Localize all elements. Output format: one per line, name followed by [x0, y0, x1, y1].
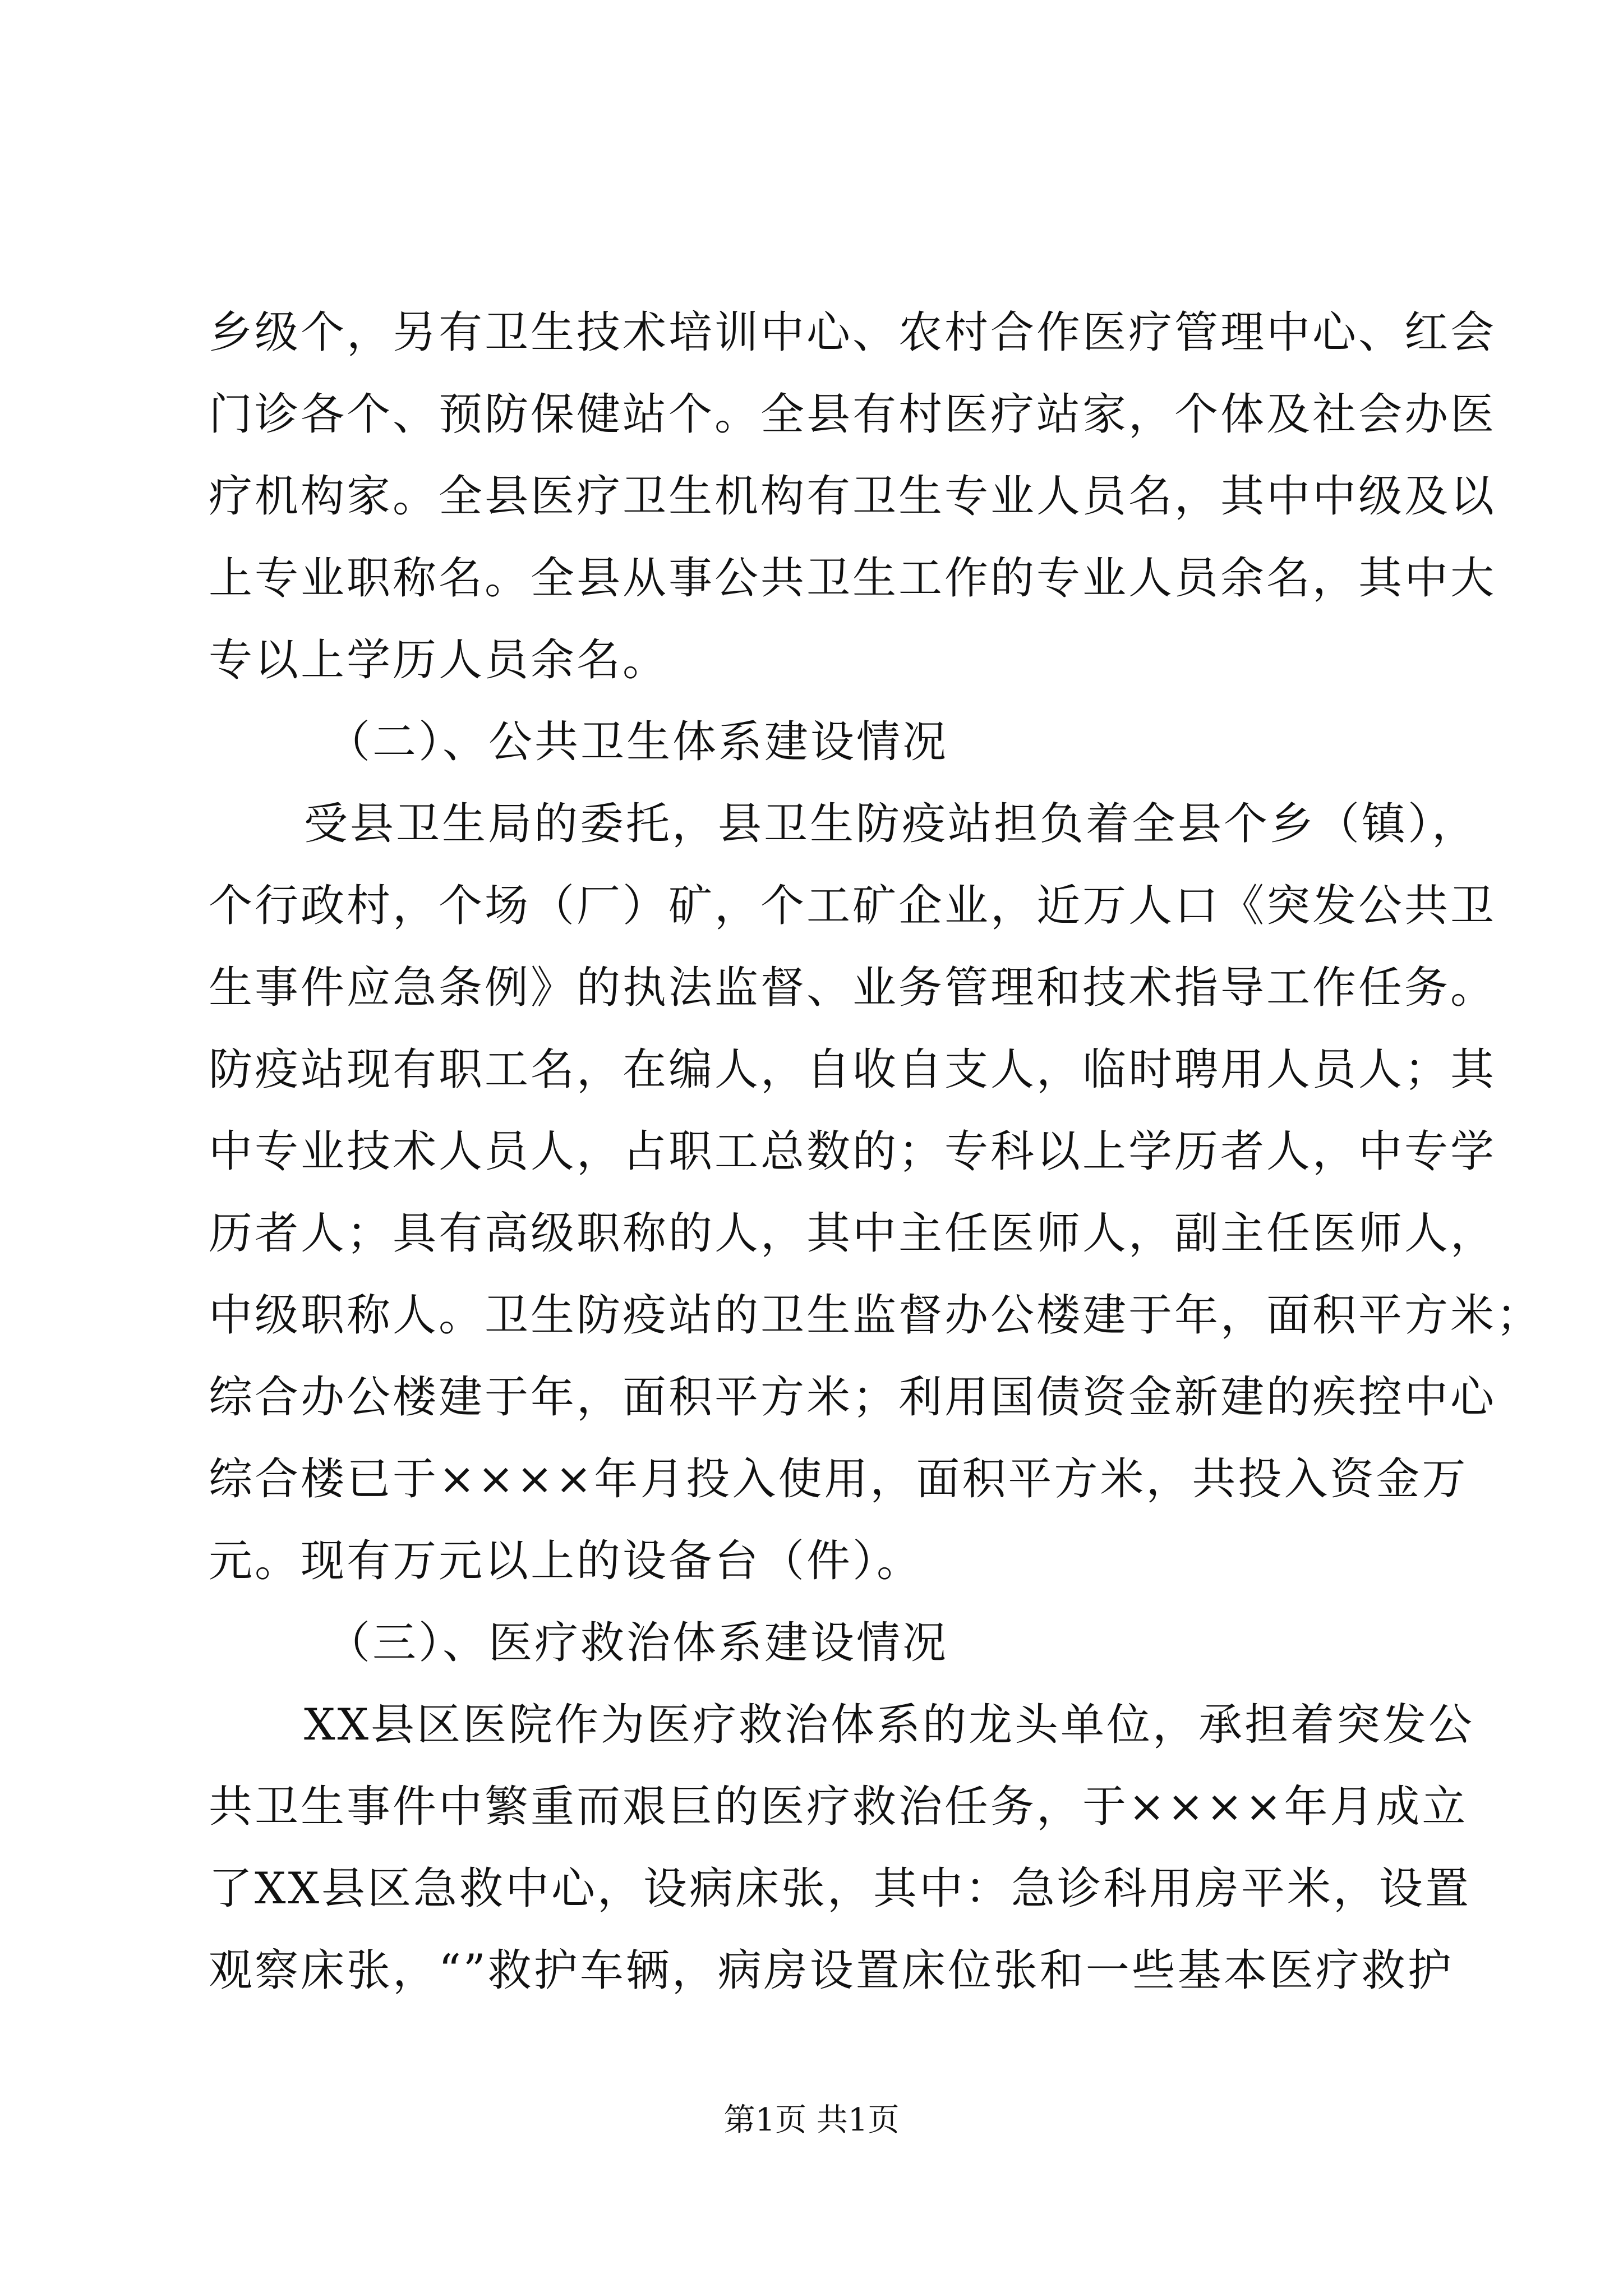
paragraph-line: 生事件应急条例》的执法监督、业务管理和技术指导工作任务。 [209, 963, 1497, 1013]
paragraph-line: 门诊各个、预防保健站个。全县有村医疗站家，个体及社会办医 [209, 389, 1497, 440]
paragraph-line: 共卫生事件中繁重而艰巨的医疗救治任务，于××××年月成立 [209, 1782, 1468, 1832]
paragraph-line: 防疫站现有职工名，在编人，自收自支人，临时聘用人员人；其 [209, 1045, 1497, 1095]
paragraph-line: 专以上学历人员余名。 [209, 635, 669, 685]
paragraph-line: 了XX县区急救中心，设病床张，其中：急诊科用房平米，设置 [209, 1864, 1472, 1914]
paragraph-line: 乡级个，另有卫生技术培训中心、农村合作医疗管理中心、红会 [209, 307, 1497, 358]
page-number-footer: 第1页 共1页 [723, 2102, 900, 2138]
paragraph-line: XX县区医院作为医疗救治体系的龙头单位，承担着突发公 [304, 1700, 1475, 1750]
paragraph-line: 观察床张，“”救护车辆，病房设置床位张和一些基本医疗救护 [209, 1945, 1454, 1996]
section-heading: （二）、公共卫生体系建设情况 [326, 717, 949, 767]
paragraph-line: 中级职称人。卫生防疫站的卫生监督办公楼建于年，面积平方米； [209, 1290, 1543, 1341]
paragraph-line: 上专业职称名。全县从事公共卫生工作的专业人员余名，其中大 [209, 553, 1497, 604]
paragraph-line: 历者人；具有高级职称的人，其中主任医师人，副主任医师人， [209, 1208, 1497, 1259]
paragraph-line: 中专业技术人员人，占职工总数的；专科以上学历者人，中专学 [209, 1126, 1497, 1177]
paragraph-line: 疗机构家。全县医疗卫生机构有卫生专业人员名，其中中级及以 [209, 471, 1497, 522]
section-heading: （三）、医疗救治体系建设情况 [326, 1618, 949, 1668]
paragraph-line: 综合楼已于××××年月投入使用，面积平方米，共投入资金万 [209, 1454, 1468, 1504]
paragraph-line: 受县卫生局的委托，县卫生防疫站担负着全县个乡（镇）， [304, 799, 1478, 849]
paragraph-line: 个行政村，个场（厂）矿，个工矿企业，近万人口《突发公共卫 [209, 881, 1497, 931]
paragraph-line: 综合办公楼建于年，面积平方米；利用国债资金新建的疾控中心 [209, 1372, 1497, 1423]
document-body [209, 292, 1543, 2012]
paragraph-line: 元。现有万元以上的设备台（件）。 [209, 1536, 923, 1586]
